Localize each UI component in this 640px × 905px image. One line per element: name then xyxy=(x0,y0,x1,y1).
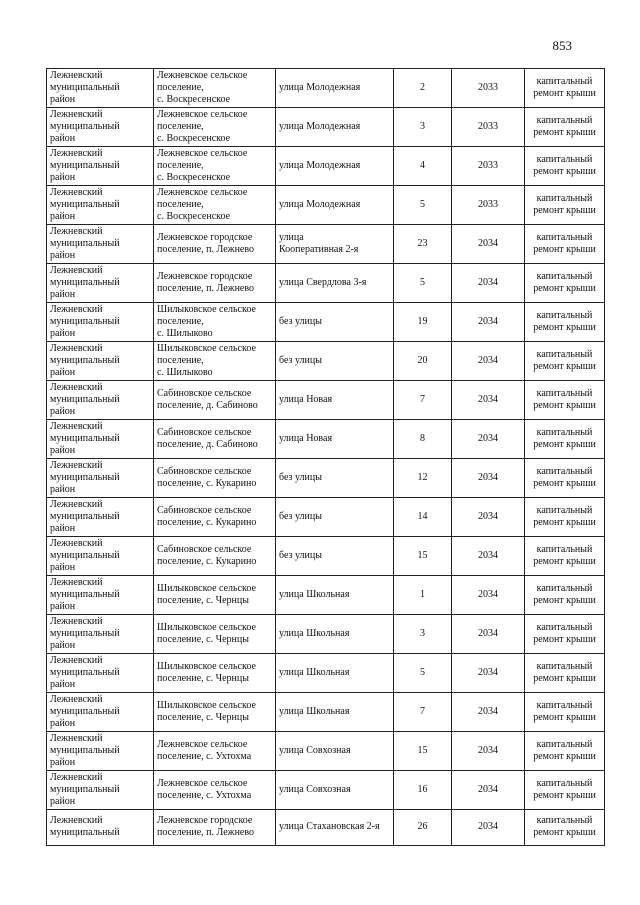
district-cell: Лежневский муниципальный район xyxy=(47,615,154,654)
street-cell: улица Кооперативная 2-я xyxy=(276,225,394,264)
work-type-cell: капитальный ремонт крыши xyxy=(525,810,605,846)
settlement-cell: Сабиновское сельское поселение, д. Сабиново xyxy=(154,420,276,459)
house-number-cell: 8 xyxy=(394,420,452,459)
settlement-cell: Шилыковское сельское поселение, с. Шилыково xyxy=(154,342,276,381)
work-type-cell: капитальный ремонт крыши xyxy=(525,576,605,615)
table-row xyxy=(47,771,605,810)
work-type-cell: капитальный ремонт крыши xyxy=(525,771,605,810)
street-cell: улица Молодежная xyxy=(276,69,394,108)
settlement-cell: Лежневское сельское поселение, с. Воскресенское xyxy=(154,147,276,186)
table-row xyxy=(47,186,605,225)
year-cell: 2034 xyxy=(452,459,525,498)
street-cell: улица Стахановская 2-я xyxy=(276,810,394,846)
street-cell: улица Школьная xyxy=(276,654,394,693)
street-cell: улица Школьная xyxy=(276,693,394,732)
year-cell: 2034 xyxy=(452,303,525,342)
year-cell: 2034 xyxy=(452,810,525,846)
work-type-cell: капитальный ремонт крыши xyxy=(525,693,605,732)
house-number-cell: 7 xyxy=(394,381,452,420)
street-cell: улица Новая xyxy=(276,420,394,459)
table-row xyxy=(47,693,605,732)
district-cell: Лежневский муниципальный район xyxy=(47,693,154,732)
street-cell: без улицы xyxy=(276,342,394,381)
district-cell: Лежневский муниципальный район xyxy=(47,576,154,615)
year-cell: 2034 xyxy=(452,264,525,303)
settlement-cell: Лежневское сельское поселение, с. Воскресенское xyxy=(154,69,276,108)
year-cell: 2034 xyxy=(452,732,525,771)
street-cell: улица Молодежная xyxy=(276,186,394,225)
work-type-cell: капитальный ремонт крыши xyxy=(525,225,605,264)
house-number-cell: 3 xyxy=(394,108,452,147)
work-type-cell: капитальный ремонт крыши xyxy=(525,69,605,108)
district-cell: Лежневский муниципальный район xyxy=(47,459,154,498)
street-cell: без улицы xyxy=(276,498,394,537)
work-type-cell: капитальный ремонт крыши xyxy=(525,615,605,654)
district-cell: Лежневский муниципальный xyxy=(47,810,154,846)
year-cell: 2033 xyxy=(452,69,525,108)
settlement-cell: Сабиновское сельское поселение, с. Кукарино xyxy=(154,537,276,576)
house-number-cell: 14 xyxy=(394,498,452,537)
district-cell: Лежневский муниципальный район xyxy=(47,108,154,147)
settlement-cell: Шилыковское сельское поселение, с. Шилыково xyxy=(154,303,276,342)
settlement-cell: Лежневское городское поселение, п. Лежнево xyxy=(154,264,276,303)
house-number-cell: 26 xyxy=(394,810,452,846)
street-cell: улица Школьная xyxy=(276,615,394,654)
settlement-cell: Лежневское сельское поселение, с. Ухтохма xyxy=(154,771,276,810)
house-number-cell: 19 xyxy=(394,303,452,342)
settlement-cell: Сабиновское сельское поселение, с. Кукарино xyxy=(154,459,276,498)
house-number-cell: 20 xyxy=(394,342,452,381)
street-cell: без улицы xyxy=(276,303,394,342)
house-number-cell: 3 xyxy=(394,615,452,654)
table-row xyxy=(47,303,605,342)
settlement-cell: Лежневское сельское поселение, с. Воскресенское xyxy=(154,186,276,225)
year-cell: 2034 xyxy=(452,537,525,576)
settlement-cell: Лежневское городское поселение, п. Лежнево xyxy=(154,225,276,264)
table-row xyxy=(47,381,605,420)
district-cell: Лежневский муниципальный район xyxy=(47,69,154,108)
street-cell: улица Совхозная xyxy=(276,732,394,771)
settlement-cell: Лежневское сельское поселение, с. Ухтохма xyxy=(154,732,276,771)
house-number-cell: 12 xyxy=(394,459,452,498)
house-number-cell: 5 xyxy=(394,654,452,693)
table-body xyxy=(47,69,605,846)
street-cell: улица Молодежная xyxy=(276,147,394,186)
work-type-cell: капитальный ремонт крыши xyxy=(525,420,605,459)
year-cell: 2034 xyxy=(452,498,525,537)
district-cell: Лежневский муниципальный район xyxy=(47,381,154,420)
district-cell: Лежневский муниципальный район xyxy=(47,225,154,264)
work-type-cell: капитальный ремонт крыши xyxy=(525,108,605,147)
house-number-cell: 1 xyxy=(394,576,452,615)
year-cell: 2034 xyxy=(452,576,525,615)
year-cell: 2034 xyxy=(452,225,525,264)
district-cell: Лежневский муниципальный район xyxy=(47,186,154,225)
year-cell: 2034 xyxy=(452,771,525,810)
settlement-cell: Шилыковское сельское поселение, с. Чернцы xyxy=(154,615,276,654)
year-cell: 2034 xyxy=(452,420,525,459)
district-cell: Лежневский муниципальный район xyxy=(47,303,154,342)
district-cell: Лежневский муниципальный район xyxy=(47,420,154,459)
house-number-cell: 5 xyxy=(394,264,452,303)
table-row xyxy=(47,810,605,846)
year-cell: 2034 xyxy=(452,615,525,654)
work-type-cell: капитальный ремонт крыши xyxy=(525,147,605,186)
settlement-cell: Сабиновское сельское поселение, с. Кукарино xyxy=(154,498,276,537)
table-row xyxy=(47,108,605,147)
year-cell: 2034 xyxy=(452,342,525,381)
housing-repair-table xyxy=(46,68,605,846)
street-cell: улица Школьная xyxy=(276,576,394,615)
table-row xyxy=(47,498,605,537)
settlement-cell: Лежневское сельское поселение, с. Воскресенское xyxy=(154,108,276,147)
street-cell: без улицы xyxy=(276,537,394,576)
table-row xyxy=(47,615,605,654)
work-type-cell: капитальный ремонт крыши xyxy=(525,342,605,381)
table-row xyxy=(47,342,605,381)
district-cell: Лежневский муниципальный район xyxy=(47,342,154,381)
street-cell: улица Молодежная xyxy=(276,108,394,147)
house-number-cell: 7 xyxy=(394,693,452,732)
street-cell: улица Новая xyxy=(276,381,394,420)
table-row xyxy=(47,225,605,264)
work-type-cell: капитальный ремонт крыши xyxy=(525,381,605,420)
table-row xyxy=(47,576,605,615)
work-type-cell: капитальный ремонт крыши xyxy=(525,303,605,342)
page-number: 853 xyxy=(552,38,572,53)
work-type-cell: капитальный ремонт крыши xyxy=(525,264,605,303)
table-row xyxy=(47,264,605,303)
house-number-cell: 23 xyxy=(394,225,452,264)
house-number-cell: 2 xyxy=(394,69,452,108)
year-cell: 2034 xyxy=(452,381,525,420)
table-row xyxy=(47,654,605,693)
street-cell: улица Совхозная xyxy=(276,771,394,810)
work-type-cell: капитальный ремонт крыши xyxy=(525,654,605,693)
house-number-cell: 15 xyxy=(394,537,452,576)
year-cell: 2033 xyxy=(452,186,525,225)
house-number-cell: 4 xyxy=(394,147,452,186)
house-number-cell: 5 xyxy=(394,186,452,225)
year-cell: 2034 xyxy=(452,654,525,693)
table-row xyxy=(47,459,605,498)
settlement-cell: Шилыковское сельское поселение, с. Чернцы xyxy=(154,576,276,615)
house-number-cell: 16 xyxy=(394,771,452,810)
street-cell: без улицы xyxy=(276,459,394,498)
table-row xyxy=(47,732,605,771)
district-cell: Лежневский муниципальный район xyxy=(47,264,154,303)
house-number-cell: 15 xyxy=(394,732,452,771)
table-row xyxy=(47,537,605,576)
settlement-cell: Шилыковское сельское поселение, с. Чернцы xyxy=(154,693,276,732)
year-cell: 2034 xyxy=(452,693,525,732)
district-cell: Лежневский муниципальный район xyxy=(47,771,154,810)
district-cell: Лежневский муниципальный район xyxy=(47,147,154,186)
table-row xyxy=(47,147,605,186)
year-cell: 2033 xyxy=(452,147,525,186)
table-row xyxy=(47,420,605,459)
district-cell: Лежневский муниципальный район xyxy=(47,654,154,693)
street-cell: улица Свердлова 3-я xyxy=(276,264,394,303)
settlement-cell: Лежневское городское поселение, п. Лежнево xyxy=(154,810,276,846)
work-type-cell: капитальный ремонт крыши xyxy=(525,498,605,537)
work-type-cell: капитальный ремонт крыши xyxy=(525,459,605,498)
settlement-cell: Сабиновское сельское поселение, д. Сабиново xyxy=(154,381,276,420)
district-cell: Лежневский муниципальный район xyxy=(47,537,154,576)
settlement-cell: Шилыковское сельское поселение, с. Чернцы xyxy=(154,654,276,693)
district-cell: Лежневский муниципальный район xyxy=(47,498,154,537)
district-cell: Лежневский муниципальный район xyxy=(47,732,154,771)
work-type-cell: капитальный ремонт крыши xyxy=(525,537,605,576)
work-type-cell: капитальный ремонт крыши xyxy=(525,186,605,225)
table-row xyxy=(47,69,605,108)
year-cell: 2033 xyxy=(452,108,525,147)
work-type-cell: капитальный ремонт крыши xyxy=(525,732,605,771)
